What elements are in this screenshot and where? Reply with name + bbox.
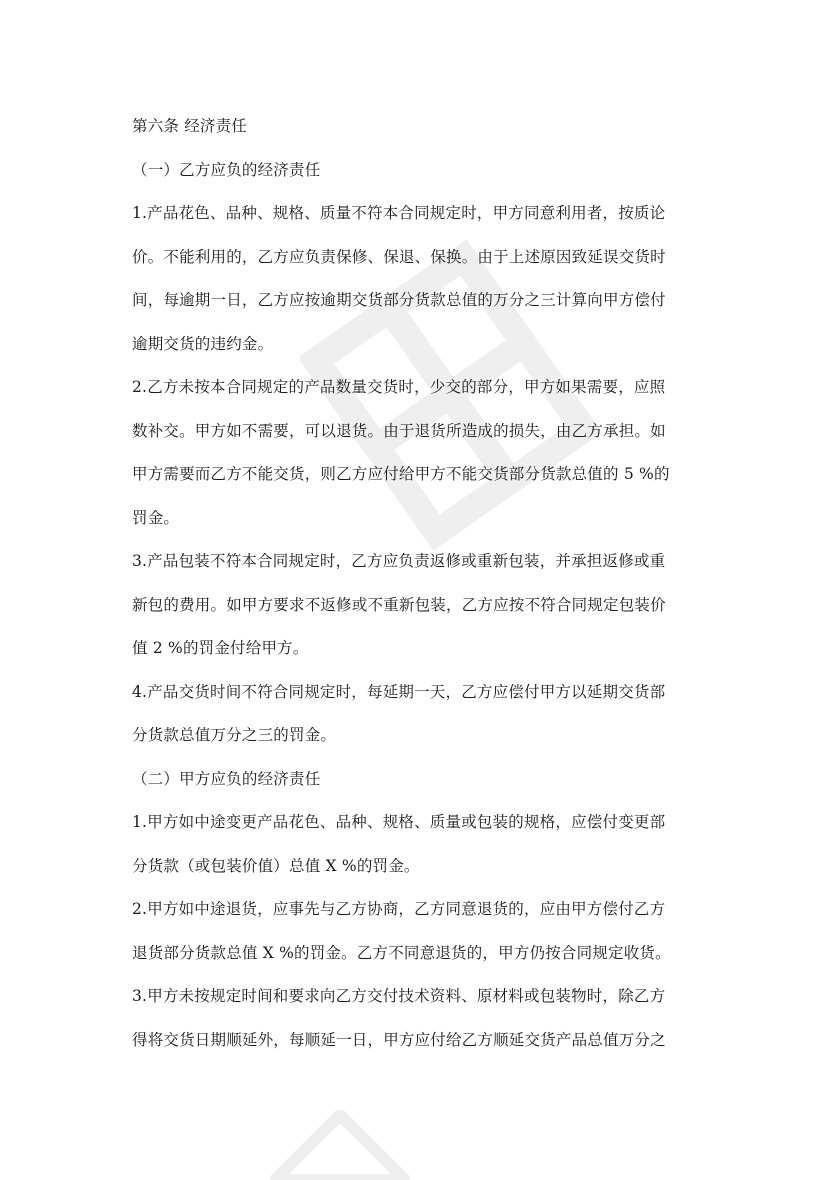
clause-item <box>132 895 712 982</box>
clause-line: 甲方需要而乙方不能交货，则乙方应付给甲方不能交货部分货款总值的 5 %的 <box>132 465 670 483</box>
clause-line: 2.甲方如中途退货，应事先与乙方协商，乙方同意退货的，应由甲方偿付乙方 <box>132 900 666 918</box>
clause-line: 罚金。 <box>132 508 180 527</box>
clause-item <box>132 547 712 678</box>
clause-line: 逾期交货的违约金。 <box>132 334 274 353</box>
section-heading: （一）乙方应负的经济责任 <box>132 160 321 179</box>
clause-line: 3.产品包装不符本合同规定时，乙方应负责返修或重新包装，并承担返修或重 <box>132 552 666 570</box>
clause-line: 分货款总值万分之三的罚金。 <box>132 726 337 744</box>
section-heading: （二）甲方应负的经济责任 <box>132 769 321 788</box>
clause-line: 价。不能利用的，乙方应负责保修、保退、保换。由于上述原因致延误交货时 <box>132 247 666 266</box>
article-title: 第六条 经济责任 <box>132 117 248 135</box>
clause-item <box>132 373 712 547</box>
clause-line: 间，每逾期一日，乙方应按逾期交货部分货款总值的万分之三计算向甲方偿付 <box>132 291 666 309</box>
clause-item <box>132 982 712 1069</box>
clause-line: 2.乙方未按本合同规定的产品数量交货时，少交的部分，甲方如果需要，应照 <box>132 378 666 396</box>
clause-line: 4.产品交货时间不符合同规定时，每延期一天，乙方应偿付甲方以延期交货部 <box>132 682 666 701</box>
clause-line: 退货部分货款总值 X %的罚金。乙方不同意退货的，甲方仍按合同规定收货。 <box>132 943 671 962</box>
clause-line: 数补交。甲方如不需要，可以退货。由于退货所造成的损失，由乙方承担。如 <box>132 421 666 440</box>
watermark-icon <box>270 1110 410 1180</box>
clause-line: 分货款（或包装价值）总值 X %的罚金。 <box>132 856 420 875</box>
clause-line: 1.产品花色、品种、规格、质量不符本合同规定时，甲方同意利用者，按质论 <box>132 204 666 222</box>
clause-item <box>132 199 712 373</box>
clause-line: 1.甲方如中途变更产品花色、品种、规格、质量或包装的规格，应偿付变更部 <box>132 813 666 831</box>
clause-item <box>132 808 712 895</box>
clause-line: 新包的费用。如甲方要求不返修或不重新包装，乙方应按不符合同规定包装价 <box>132 595 666 614</box>
document-body <box>132 112 712 1069</box>
clause-line: 3.甲方未按规定时间和要求向乙方交付技术资料、原材料或包装物时，除乙方 <box>132 987 666 1005</box>
clause-item <box>132 678 712 765</box>
clause-line: 得将交货日期顺延外，每顺延一日，甲方应付给乙方顺延交货产品总值万分之 <box>132 1030 666 1049</box>
clause-line: 值 2 %的罚金付给甲方。 <box>132 639 309 657</box>
